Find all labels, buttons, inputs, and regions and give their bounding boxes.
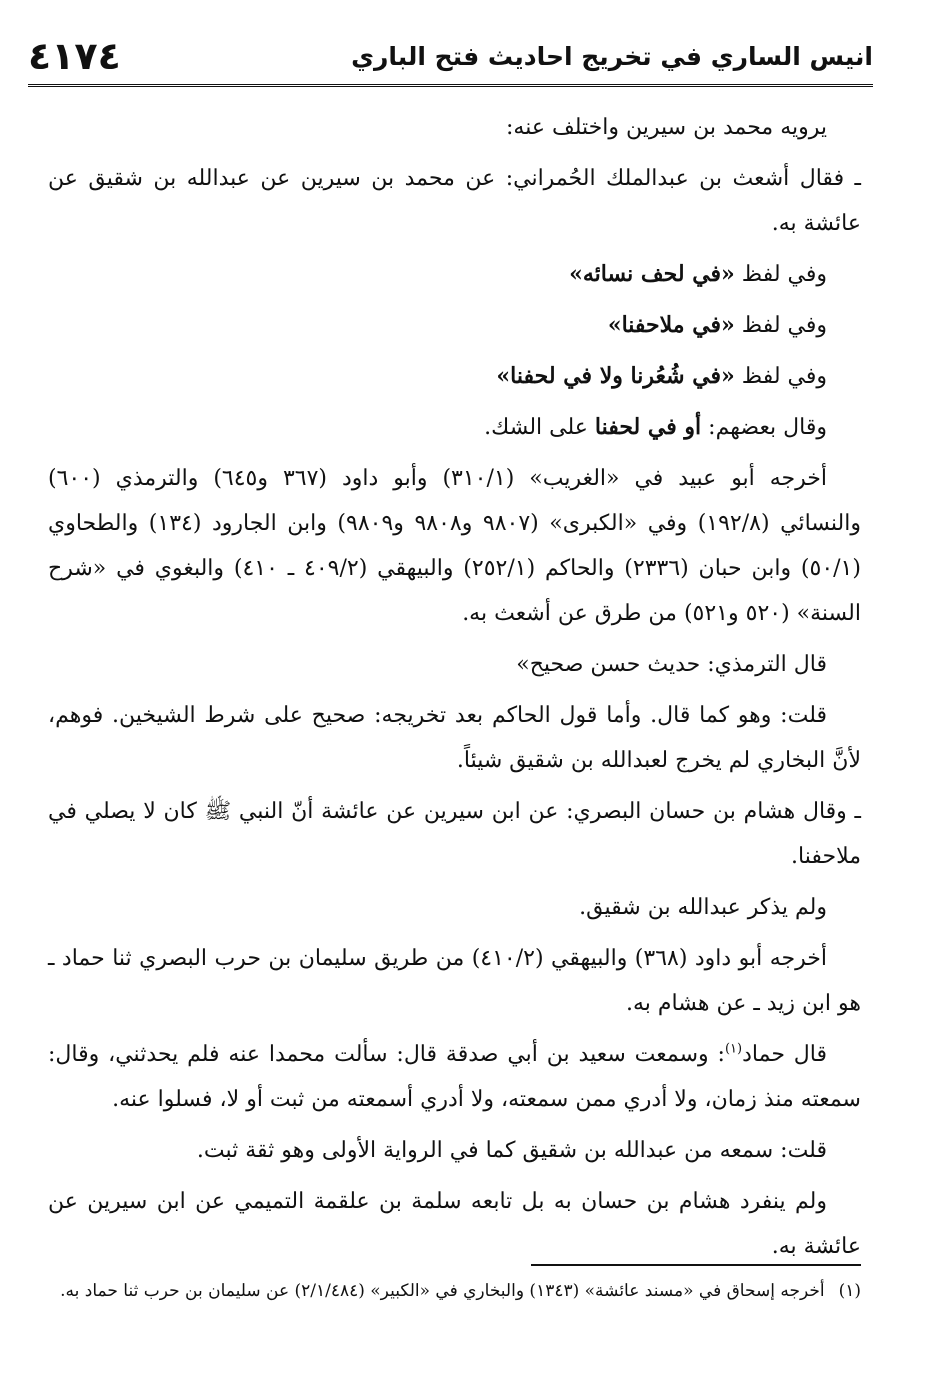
paragraph-ashath-narration: ـ فقال أشعث بن عبدالملك الحُمراني: عن محمد بن سيرين عن عبدالله بن شقيق عن عائشة به.: [48, 166, 861, 236]
wording-quote: «في شُعُرنا ولا في لحفنا»: [496, 363, 735, 389]
paragraph-hisham-narration: ـ وقال هشام بن حسان البصري: عن ابن سيرين عن عائشة أنّ النبي ﷺ كان لا يصلي في ملاحفنا.: [48, 799, 861, 869]
wording-suffix: على الشك.: [484, 415, 595, 440]
paragraph-omission-note: ولم يذكر عبدالله بن شقيق.: [579, 895, 827, 920]
footnote-marker[interactable]: (١): [724, 1041, 743, 1057]
statement-body: : وسمعت سعيد بن أبي صدقة قال: سألت محمدا عنه فلم يحدثني، وقال: سمعته منذ زمان، ولا أدري ممن سمعته، ولا أدري أسمعته من ثبت أو لا، فسلوا عنه.: [48, 1042, 861, 1112]
footnote: [48, 1276, 861, 1306]
paragraph-takhrij-hisham: أخرجه أبو داود (٣٦٨) والبيهقي (٤١٠/٢) من طريق سليمان بن حرب البصري ثنا حماد ـ هو ابن زيد ـ عن هشام به.: [48, 946, 861, 1016]
wording-prefix: وفي لفظ: [734, 364, 827, 389]
footnote-separator: [531, 1264, 861, 1266]
paragraph-hammad-statement: [48, 1032, 861, 1122]
paragraph-tirmidhi-verdict: قال الترمذي: حديث حسن صحيح»: [516, 652, 827, 677]
running-header: [28, 28, 873, 87]
body-text: [48, 105, 861, 1275]
wording-quote: «في ملاحفنا»: [607, 312, 735, 338]
wording-quote: أو في لحفنا: [594, 414, 702, 440]
paragraph-wording-2: [48, 303, 861, 348]
paragraph-takhrij-ashath: أخرجه أبو عبيد في «الغريب» (٣١٠/١) وأبو داود (٣٦٧ و٦٤٥) والترمذي (٦٠٠) والنسائي (١٩٢/٨) وفي «الكبرى» (٩٨٠٧ و٩٨٠٨ و٩٨٠٩) وابن الجارود (١٣٤) والطحاوي (٥٠/١) وابن حبان (٢٣٣٦) والحاكم (٢٥٢/١) والبيهقي (٤٠٩/٢ ـ ٤١٠) والبغوي في «شرح السنة» (٥٢٠ و٥٢١) من طرق عن أشعث به.: [48, 466, 861, 626]
paragraph-intro: يرويه محمد بن سيرين واختلف عنه:: [506, 115, 827, 140]
wording-prefix: وفي لفظ: [734, 262, 827, 287]
footnote-text: أخرجه إسحاق في «مسند عائشة» (١٣٤٣) والبخاري في «الكبير» (٢/١/٤٨٤) عن سليمان بن حرب ثنا حماد به.: [60, 1281, 825, 1301]
paragraph-salama-follow-up: ولم ينفرد هشام بن حسان به بل تابعه سلمة بن علقمة التميمي عن ابن سيرين عن عائشة به.: [48, 1189, 861, 1259]
paragraph-wording-3: [48, 354, 861, 399]
statement-prefix: قال حماد: [742, 1042, 827, 1067]
wording-prefix: وفي لفظ: [734, 313, 827, 338]
footnote-number: (١): [838, 1281, 861, 1301]
book-title: انيس الساري في تخريج احاديث فتح الباري: [351, 41, 873, 71]
paragraph-author-comment-thabt: قلت: سمعه من عبدالله بن شقيق كما في الرواية الأولى وهو ثقة ثبت.: [196, 1138, 827, 1163]
wording-prefix: وقال بعضهم:: [701, 415, 827, 440]
paragraph-wording-1: [48, 252, 861, 297]
wording-quote: «في لحف نسائه»: [569, 261, 735, 287]
paragraph-author-comment-hakim: قلت: وهو كما قال. وأما قول الحاكم بعد تخريجه: صحيح على شرط الشيخين. فوهم، لأنَّ البخاري لم يخرج لعبدالله بن شقيق شيئاً.: [48, 703, 861, 773]
paragraph-some-said: [48, 405, 861, 450]
page-number: ٤١٧٤: [28, 34, 121, 78]
